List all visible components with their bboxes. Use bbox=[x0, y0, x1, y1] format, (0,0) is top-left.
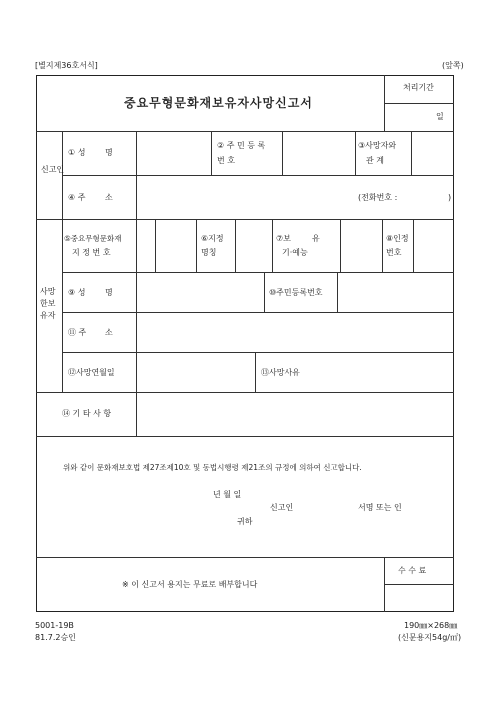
recognition-number-field[interactable] bbox=[414, 220, 453, 271]
reporter-relation-label: ③사망자와 bbox=[358, 141, 397, 150]
skill-label-2: 유 bbox=[312, 234, 320, 243]
recognition-number-label-2: 번호 bbox=[386, 248, 402, 257]
reporter-phone-close: ) bbox=[448, 193, 452, 202]
free-form-notice: ※ 이 신고서 용지는 무료로 배부합니다 bbox=[122, 580, 258, 589]
deceased-name-field[interactable] bbox=[137, 273, 263, 311]
reporter-rrn-field[interactable] bbox=[283, 132, 354, 174]
fee-field[interactable] bbox=[385, 585, 453, 611]
processing-period-value: 일 bbox=[436, 112, 444, 121]
reporter-rrn-label: ② 주 민 등 록 bbox=[217, 141, 266, 150]
reporter-rrn-label-2: 번 호 bbox=[217, 156, 235, 165]
reporter-name-label: ① 성 bbox=[68, 148, 86, 157]
skill-label-3: 기·예능 bbox=[282, 248, 308, 257]
death-reason-label: ⑬사망사유 bbox=[261, 368, 300, 377]
recognition-number-label: ⑧인정 bbox=[386, 234, 409, 243]
reporter-address-label-suffix: 소 bbox=[105, 193, 113, 202]
designation-name-label-2: 명칭 bbox=[201, 248, 217, 257]
paper-size: 190㎜×268㎜ bbox=[404, 621, 458, 630]
deceased-rrn-field[interactable] bbox=[338, 273, 453, 311]
other-remarks-label: ⑭ 기 타 사 항 bbox=[62, 409, 112, 418]
deceased-name-label-suffix: 명 bbox=[105, 288, 113, 297]
approval-date: 81.7.2승인 bbox=[35, 633, 76, 642]
deceased-rrn-label: ⑩주민등록번호 bbox=[269, 288, 323, 297]
deceased-address-label-suffix: 소 bbox=[105, 328, 113, 337]
processing-period-label: 처리기간 bbox=[403, 83, 434, 92]
form-number: [별지제36호서식] bbox=[35, 61, 98, 70]
designation-name-field[interactable] bbox=[236, 220, 271, 271]
deceased-section-label-3: 유자 bbox=[40, 311, 56, 320]
death-date-field[interactable] bbox=[137, 353, 254, 391]
addressee-label: 귀하 bbox=[237, 517, 253, 526]
designation-name-label: ⑥지정 bbox=[201, 234, 224, 243]
skill-field[interactable] bbox=[341, 220, 381, 271]
fee-label: 수 수 료 bbox=[398, 566, 427, 575]
form-code: 5001-19B bbox=[35, 621, 74, 630]
deceased-section-label-2: 한보 bbox=[40, 299, 56, 308]
designation-number-label-2: 지 정 번 호 bbox=[72, 248, 111, 257]
deceased-section-label-1: 사망 bbox=[40, 287, 56, 296]
reporter-name-label-suffix: 명 bbox=[105, 148, 113, 157]
designation-number-field[interactable] bbox=[156, 220, 195, 271]
page-side-label: (앞쪽) bbox=[442, 61, 464, 70]
reporter-phone-label: (전화번호 : bbox=[358, 193, 398, 202]
reporter-relation-field[interactable] bbox=[412, 132, 453, 174]
death-reason-field[interactable] bbox=[256, 353, 453, 391]
declaration-reporter-label: 신고인 bbox=[270, 503, 294, 512]
declaration-date: 년 월 일 bbox=[213, 490, 242, 499]
deceased-address-field[interactable] bbox=[137, 313, 453, 351]
designation-number-label: ⑤중요무형문화재 bbox=[64, 234, 122, 243]
reporter-section-label: 신고인 bbox=[41, 165, 65, 174]
reporter-address-label: ④ 주 bbox=[68, 193, 86, 202]
other-remarks-field[interactable] bbox=[137, 393, 453, 435]
form-title: 중요무형문화재보유자사망신고서 bbox=[124, 96, 313, 110]
reporter-address-field[interactable] bbox=[137, 176, 353, 218]
skill-label: ⑦보 bbox=[276, 234, 291, 243]
signature-label: 서명 또는 인 bbox=[358, 503, 402, 512]
declaration-statement: 위와 같이 문화재보호법 제27조제10호 및 동법시행령 제21조의 규정에 의하여 신고합니다. bbox=[63, 463, 362, 472]
reporter-relation-label-2: 관 계 bbox=[366, 156, 384, 165]
paper-type: (신문용지54g/㎡) bbox=[398, 633, 462, 642]
death-date-label: ⑫사망연월일 bbox=[68, 368, 115, 377]
deceased-name-label: ⑨ 성 bbox=[68, 288, 86, 297]
deceased-address-label: ⑪ 주 bbox=[68, 328, 87, 337]
reporter-name-field[interactable] bbox=[137, 132, 210, 174]
